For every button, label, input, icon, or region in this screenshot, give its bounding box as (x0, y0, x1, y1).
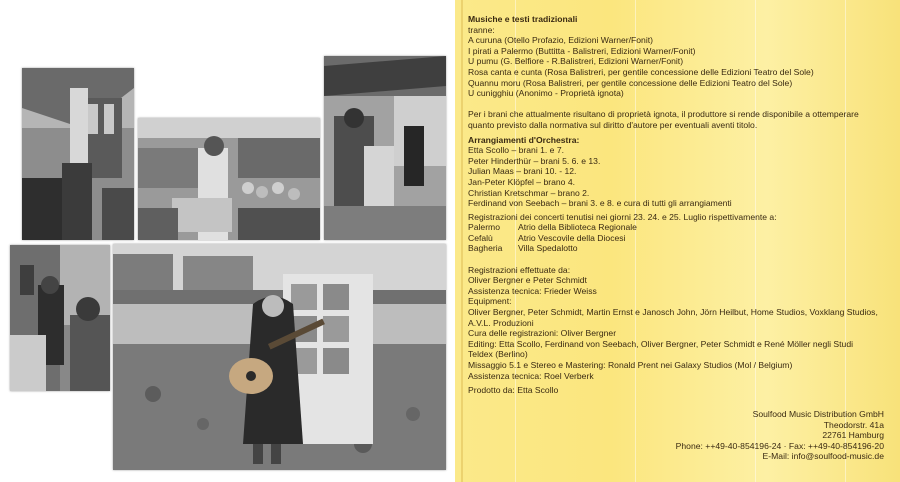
music-heading: Musiche e testi tradizionali (468, 14, 578, 24)
credit-line: A.V.L. Produzioni (468, 317, 534, 328)
rights-note: quanto previsto dalla normativa sul diritto d'autore per eventuali aventi titolo. (468, 119, 758, 130)
rights-note: Per i brani che attualmente risultano di proprietà ignota, il produttore si rende disponibile a ottemperare (468, 109, 859, 120)
venue-line (468, 222, 893, 233)
venue-city: Cefalù (468, 232, 493, 243)
credit-line: Teldex (Berlino) (468, 349, 528, 360)
producer-line: Prodotto da: Etta Scollo (468, 385, 559, 396)
venue-line (468, 243, 893, 254)
song-line: Rosa canta e cunta (Rosa Balistreri, per gentile concessione delle Edizioni Teatro del Sole) (468, 66, 814, 77)
arranger-line: Peter Hinderthür – brani 5. 6. e 13. (468, 155, 601, 166)
concerts-intro: Registrazioni dei concerti tenutisi nei giorni 23. 24. e 25. Luglio rispettivamente a: (468, 211, 777, 222)
arranger-line: Ferdinand von Seebach – brani 3. e 8. e cura di tutti gli arrangiamenti (468, 198, 732, 209)
photo-market-arcade (22, 68, 134, 240)
company-city: 22761 Hamburg (822, 430, 884, 441)
song-line: I pirati a Palermo (Buttitta - Balistreri, Edizioni Warner/Fonit) (468, 45, 696, 56)
credit-line: Cura delle registrazioni: Oliver Bergner (468, 328, 617, 339)
page-divider (461, 0, 463, 482)
arranger-line: Christian Kretschmar – brano 2. (468, 187, 590, 198)
credit-line: Oliver Bergner, Peter Schmidt, Martin Ernst e Janosch John, Jörn Heilbut, Home Studios, Voxklang Studios, (468, 307, 878, 318)
company-phone-fax: Phone: ++49-40-854196-24 · Fax: ++49-40-854196-20 (675, 440, 884, 451)
venue-line (468, 233, 893, 244)
company-street: Theodorstr. 41a (823, 419, 884, 430)
song-line: U cunigghiu (Anonimo - Proprietà ignota) (468, 88, 624, 99)
photo-alley (10, 245, 110, 391)
photo-produce-market (138, 118, 320, 240)
company-email: E-Mail: info@soulfood-music.de (762, 451, 884, 462)
venue-city: Palermo (468, 222, 500, 233)
song-line: A curuna (Otello Profazio, Edizioni Warner/Fonit) (468, 35, 654, 46)
arranger-line: Etta Scollo – brani 1. e 7. (468, 145, 565, 156)
credits-text (468, 14, 893, 396)
credit-line: Oliver Bergner e Peter Schmidt (468, 275, 587, 286)
arrangements-heading: Arrangiamenti d'Orchestra: (468, 134, 580, 145)
credit-line: Registrazioni effettuate da: (468, 264, 571, 275)
music-intro: tranne: (468, 24, 495, 35)
credit-line: Equipment: (468, 296, 512, 307)
venue-city: Bagheria (468, 243, 503, 254)
arranger-line: Jan-Peter Klöpfel – brano 4. (468, 176, 576, 187)
credit-line: Assistenza tecnica: Roel Verberk (468, 370, 594, 381)
venue-place: Villa Spedalotto (518, 243, 578, 254)
credit-line: Missaggio 5.1 e Stereo e Mastering: Ronald Prent nei Galaxy Studios (Mol / Belgium) (468, 360, 793, 370)
venue-place: Atrio della Biblioteca Regionale (518, 222, 637, 233)
venue-place: Atrio Vescovile della Diocesi (518, 232, 626, 243)
credit-line: Editing: Etta Scollo, Ferdinand von Seebach, Oliver Bergner, Peter Schmidt e René Möller negli Studi (468, 338, 854, 349)
photo-street-market (324, 56, 446, 240)
arranger-line: Julian Maas – brani 10. - 12. (468, 166, 577, 177)
photo-woman-guitar (113, 244, 446, 470)
contact-block (676, 409, 884, 462)
song-line: U pumu (G. Belfiore - R.Balistreri, Edizioni Warner/Fonit) (468, 56, 684, 67)
credit-line: Assistenza tecnica: Frieder Weiss (468, 285, 597, 296)
song-line: Quannu moru (Rosa Balistreri, per gentile concessione delle Edizioni Teatro del Sole) (468, 77, 793, 88)
company-name: Soulfood Music Distribution GmbH (752, 409, 884, 419)
